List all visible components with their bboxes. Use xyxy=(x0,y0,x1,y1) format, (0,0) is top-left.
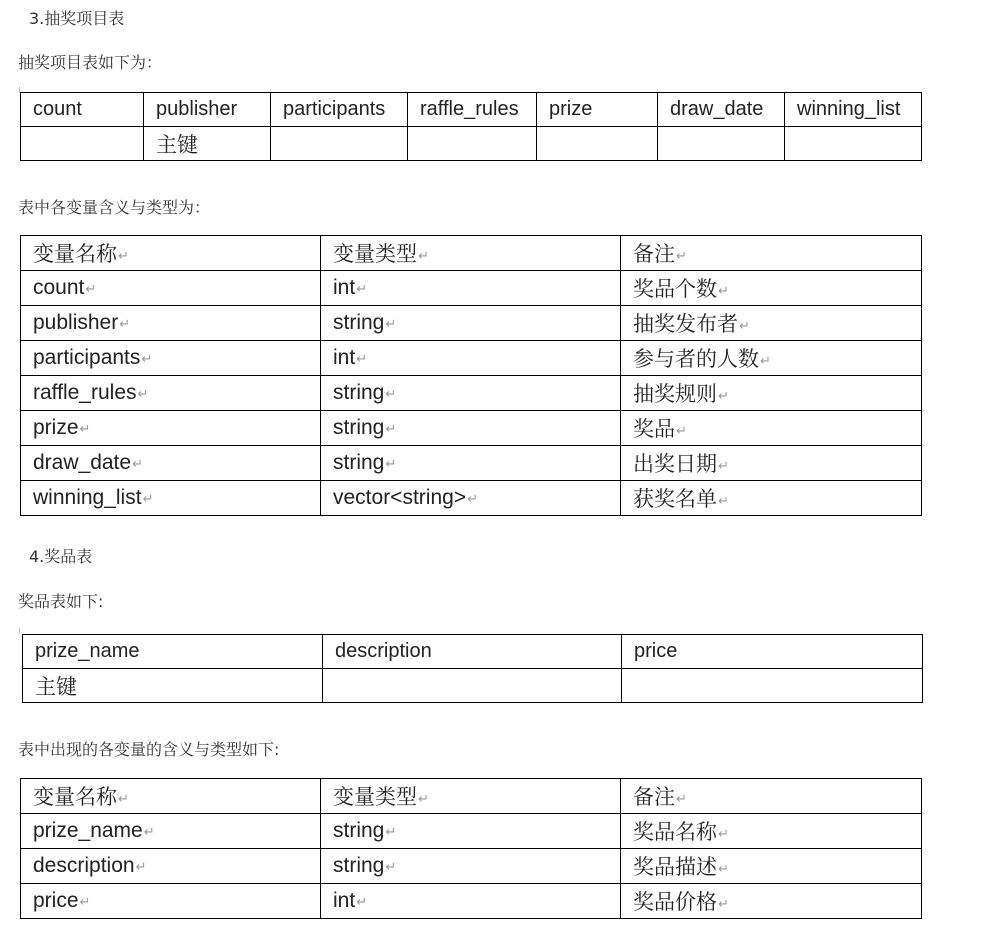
table-cell xyxy=(21,127,144,161)
paragraph-return-mark: ↵ xyxy=(135,859,147,874)
paragraph-return-mark: ↵ xyxy=(118,248,129,263)
paragraph-return-mark: ↵ xyxy=(676,248,687,263)
cell-text: participants xyxy=(33,346,141,369)
table-cell xyxy=(621,779,922,814)
header-cell-winning-list: winning_list xyxy=(785,93,922,127)
table-cell xyxy=(621,849,922,884)
table-cell xyxy=(621,341,922,376)
paragraph-return-mark: ↵ xyxy=(385,386,397,401)
vars-header-row xyxy=(21,236,922,271)
raffle-variables-table xyxy=(20,235,922,516)
cell-text: int xyxy=(333,276,356,299)
cell-text: 获奖名单 xyxy=(633,488,717,511)
paragraph-return-mark: ↵ xyxy=(718,861,729,876)
cell-text: 出奖日期 xyxy=(633,453,717,476)
cell-text: string xyxy=(333,451,385,474)
paragraph-return-mark: ↵ xyxy=(79,421,91,436)
raffle-table-key-row xyxy=(21,127,922,161)
section-4-heading: 4.奖品表 xyxy=(29,547,93,566)
table-cell xyxy=(321,884,621,919)
section-3-heading: 3.抽奖项目表 xyxy=(29,9,125,28)
section-3-vars-intro: 表中各变量含义与类型为： xyxy=(18,198,211,217)
paragraph-return-mark: ↵ xyxy=(760,353,771,368)
header-cell-count: count xyxy=(21,93,144,127)
paragraph-return-mark: ↵ xyxy=(142,491,154,506)
paragraph-return-mark: ↵ xyxy=(385,316,397,331)
table-cell xyxy=(621,306,922,341)
prize-table xyxy=(22,634,923,703)
paragraph-return-mark: ↵ xyxy=(356,281,368,296)
cell-text: 奖品描述 xyxy=(633,856,717,879)
table-cell xyxy=(321,849,621,884)
header-cell-prize-name: prize_name xyxy=(23,635,323,669)
cell-text: raffle_rules xyxy=(33,381,137,404)
paragraph-return-mark: ↵ xyxy=(143,824,155,839)
vars-row xyxy=(21,411,922,446)
paragraph-return-mark: ↵ xyxy=(118,791,129,806)
table-cell xyxy=(321,411,621,446)
table-cell xyxy=(621,236,922,271)
table-cell xyxy=(621,446,922,481)
table-cell xyxy=(622,669,923,703)
paragraph-return-mark: ↵ xyxy=(739,318,750,333)
table-cell xyxy=(321,814,621,849)
paragraph-return-mark: ↵ xyxy=(137,386,149,401)
paragraph-return-mark: ↵ xyxy=(119,316,131,331)
cell-text: int xyxy=(333,346,356,369)
table-cell xyxy=(21,481,321,516)
paragraph-return-mark: ↵ xyxy=(385,421,397,436)
vars-row xyxy=(21,376,922,411)
table-cell xyxy=(21,814,321,849)
section-4-intro: 奖品表如下: xyxy=(18,592,104,611)
cell-text: 奖品 xyxy=(633,418,675,441)
table-cell xyxy=(658,127,785,161)
cell-text: string xyxy=(333,311,385,334)
table-cell xyxy=(21,779,321,814)
paragraph-return-mark: ↵ xyxy=(385,859,397,874)
paragraph-return-mark: ↵ xyxy=(718,458,729,473)
paragraph-return-mark: ↵ xyxy=(132,456,143,471)
table-cell xyxy=(321,236,621,271)
cell-text: string xyxy=(333,416,385,439)
cell-text: 奖品个数 xyxy=(633,278,717,301)
paragraph-return-mark: ↵ xyxy=(718,283,729,298)
vars-row xyxy=(21,306,922,341)
cell-text: publisher xyxy=(33,311,119,334)
paragraph-return-mark: ↵ xyxy=(356,351,368,366)
cell-text: 参与者的人数 xyxy=(633,348,759,371)
table-cell xyxy=(321,306,621,341)
header-cell-description: description xyxy=(323,635,622,669)
table-cell xyxy=(321,341,621,376)
paragraph-return-mark: ↵ xyxy=(385,456,397,471)
paragraph-return-mark: ↵ xyxy=(718,388,729,403)
table-cell xyxy=(21,446,321,481)
section-4-vars-intro: 表中出现的各变量的含义与类型如下: xyxy=(18,740,280,759)
paragraph-return-mark: ↵ xyxy=(676,791,687,806)
paragraph-return-mark: ↵ xyxy=(676,423,687,438)
cell-text: prize_name xyxy=(33,819,143,842)
raffle-table-header-row xyxy=(21,93,922,127)
cell-text: string xyxy=(333,854,385,877)
table-cell xyxy=(621,884,922,919)
cell-text: int xyxy=(333,889,356,912)
cell-text: 备注 xyxy=(633,786,675,809)
table-cell xyxy=(621,411,922,446)
cell-text: description xyxy=(33,854,135,877)
table-cell xyxy=(621,376,922,411)
cell-text: 变量类型 xyxy=(333,243,417,266)
table-cell xyxy=(537,127,658,161)
header-cell-price: price xyxy=(622,635,923,669)
header-cell-participants: participants xyxy=(271,93,408,127)
header-cell-prize: prize xyxy=(537,93,658,127)
cell-text: count xyxy=(33,276,85,299)
cell-text: 抽奖发布者 xyxy=(633,313,738,336)
paragraph-return-mark: ↵ xyxy=(385,824,397,839)
cell-text: draw_date xyxy=(33,451,132,474)
paragraph-return-mark: ↵ xyxy=(467,491,478,506)
table-cell xyxy=(321,446,621,481)
header-cell-publisher: publisher xyxy=(144,93,271,127)
cell-text: 奖品价格 xyxy=(633,891,717,914)
vars-row xyxy=(21,814,922,849)
table-cell xyxy=(785,127,922,161)
cell-text: prize xyxy=(33,416,79,439)
table-cell xyxy=(321,271,621,306)
vars-row xyxy=(21,271,922,306)
header-cell-draw-date: draw_date xyxy=(658,93,785,127)
table-cell xyxy=(621,271,922,306)
table-cell xyxy=(21,884,321,919)
table-cell xyxy=(621,481,922,516)
table-cell xyxy=(21,376,321,411)
cell-text: 变量名称 xyxy=(33,243,117,266)
paragraph-return-mark: ↵ xyxy=(718,896,729,911)
cell-text: 奖品名称 xyxy=(633,821,717,844)
section-3-intro: 抽奖项目表如下为： xyxy=(18,53,163,72)
cell-text: 变量类型 xyxy=(333,786,417,809)
table-cell xyxy=(621,814,922,849)
paragraph-return-mark: ↵ xyxy=(79,894,91,909)
vars-row xyxy=(21,446,922,481)
primary-key-cell: 主键 xyxy=(23,669,323,703)
table-cell xyxy=(21,306,321,341)
primary-key-cell: 主键 xyxy=(144,127,271,161)
paragraph-return-mark: ↵ xyxy=(418,248,429,263)
table-cell xyxy=(408,127,537,161)
table-cell xyxy=(323,669,622,703)
cell-text: winning_list xyxy=(33,486,142,509)
prize-variables-table xyxy=(20,778,922,919)
cell-text: price xyxy=(33,889,79,912)
cell-text: string xyxy=(333,381,385,404)
table-cell xyxy=(21,271,321,306)
table-cell xyxy=(321,779,621,814)
prize-table-key-row xyxy=(23,669,923,703)
table-cell xyxy=(21,236,321,271)
table-cell xyxy=(21,411,321,446)
cell-text: string xyxy=(333,819,385,842)
paragraph-return-mark: ↵ xyxy=(718,493,729,508)
table-cell xyxy=(21,341,321,376)
vars-header-row xyxy=(21,779,922,814)
paragraph-return-mark: ↵ xyxy=(141,351,153,366)
vars-row xyxy=(21,341,922,376)
prize-table-header-row xyxy=(23,635,923,669)
paragraph-return-mark: ↵ xyxy=(718,826,729,841)
table-cell xyxy=(321,481,621,516)
cell-text: 抽奖规则 xyxy=(633,383,717,406)
raffle-table xyxy=(20,92,922,161)
paragraph-return-mark: ↵ xyxy=(356,894,368,909)
cell-text: 变量名称 xyxy=(33,786,117,809)
paragraph-return-mark: ↵ xyxy=(418,791,429,806)
paragraph-return-mark: ↵ xyxy=(85,281,97,296)
vars-row xyxy=(21,849,922,884)
header-cell-raffle-rules: raffle_rules xyxy=(408,93,537,127)
table-cell xyxy=(321,376,621,411)
vars-row xyxy=(21,481,922,516)
vars-row xyxy=(21,884,922,919)
cell-text: 备注 xyxy=(633,243,675,266)
table-cell xyxy=(271,127,408,161)
table-cell xyxy=(21,849,321,884)
cell-text: vector<string> xyxy=(333,486,467,509)
